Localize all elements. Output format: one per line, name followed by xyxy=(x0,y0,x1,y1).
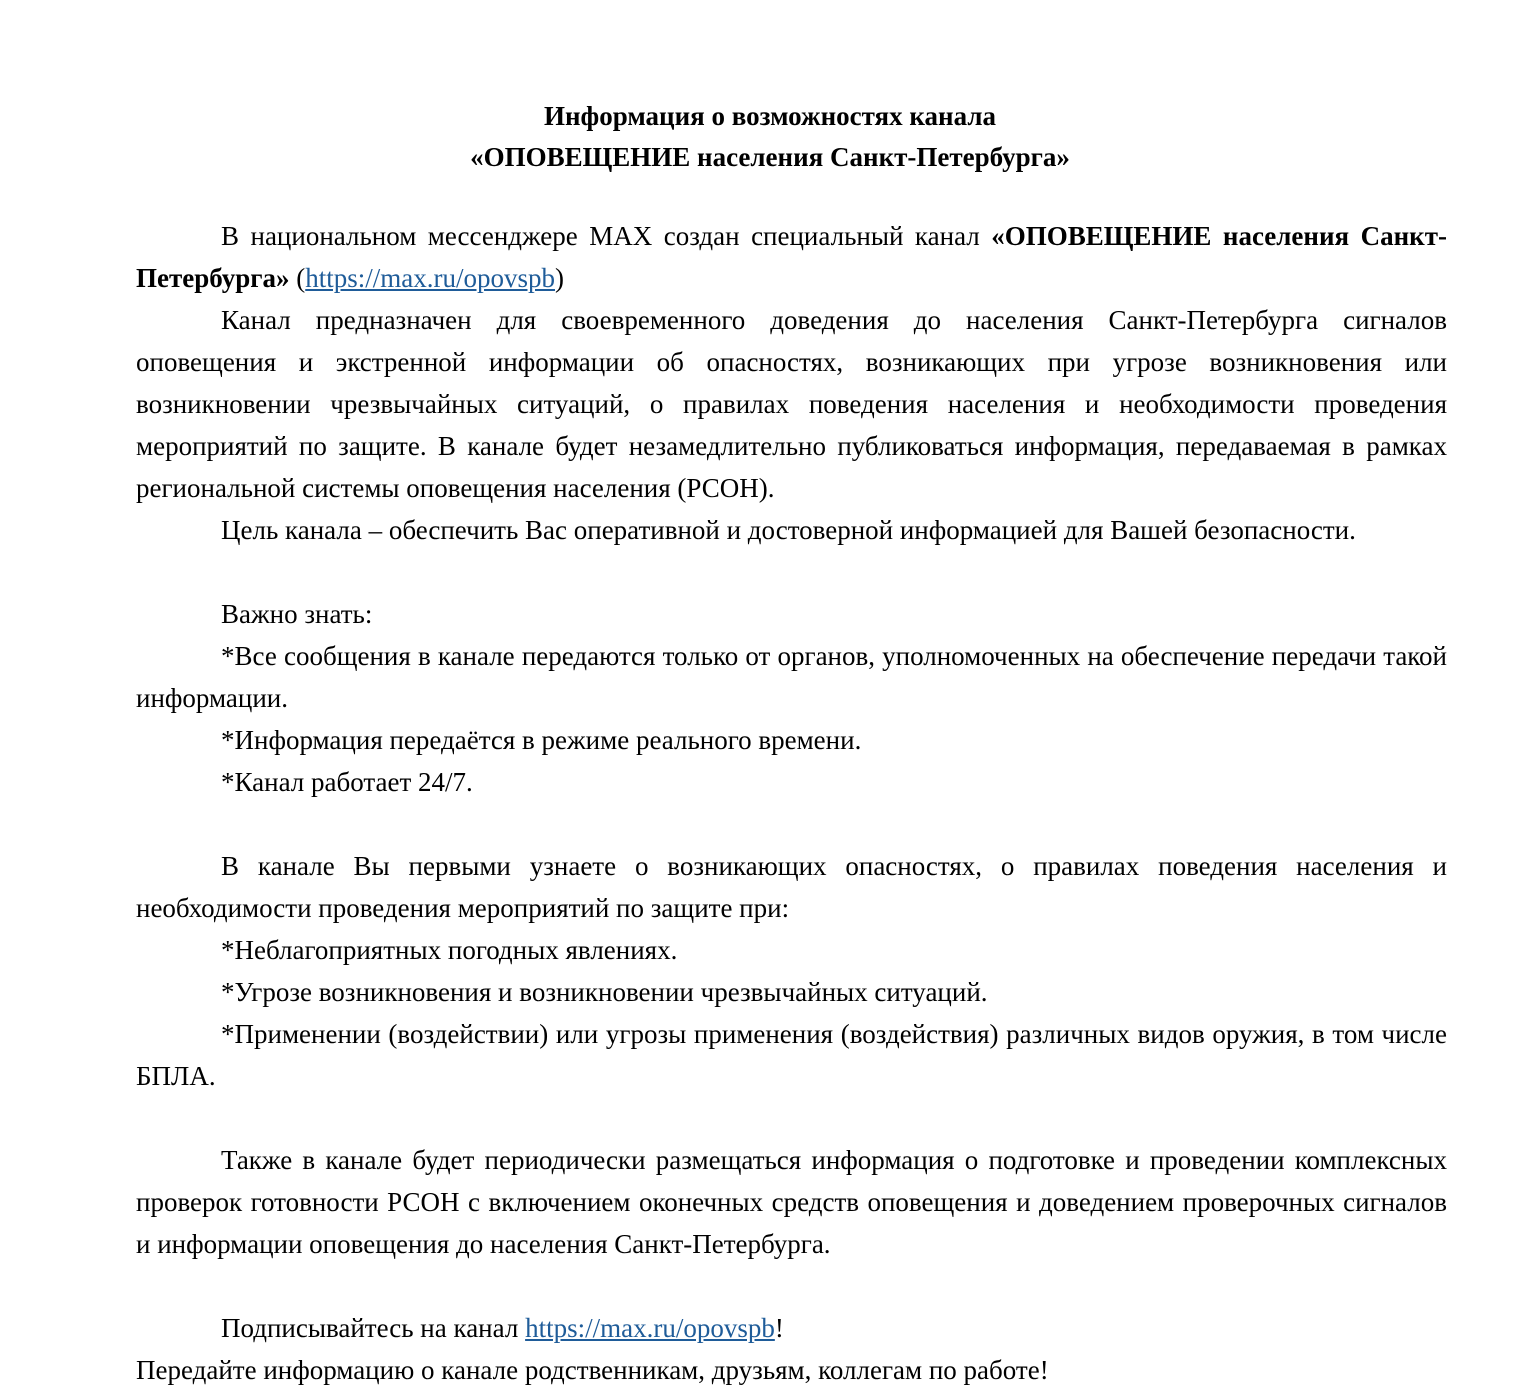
situation-item-3: *Применении (воздействии) или угрозы применения (воздействия) различных видов оружия, в том числе БПЛА. xyxy=(136,1019,1447,1091)
gap-before-important xyxy=(136,551,1447,593)
heading-important: Важно знать: xyxy=(221,599,373,629)
title-line-1: Информация о возможностях канала xyxy=(544,101,996,131)
paragraph-subscribe xyxy=(136,1307,1447,1349)
title-line-2: «ОПОВЕЩЕНИЕ населения Санкт-Петербурга» xyxy=(470,142,1070,172)
subscribe-text-before: Подписывайтесь на канал xyxy=(221,1313,526,1343)
gap-before-first-to-know xyxy=(136,803,1447,845)
channel-name-bold: «ОПОВЕЩЕНИЕ населения Санкт-Петербурга» xyxy=(136,221,1447,293)
paragraph-first-to-know: В канале Вы первыми узнаете о возникающих опасностях, о правилах поведения населения и необходимости проведения мероприятий по защите при: xyxy=(136,851,1447,923)
situation-item-2: *Угрозе возникновения и возникновении чрезвычайных ситуаций. xyxy=(221,977,988,1007)
title-spacer xyxy=(136,178,1447,215)
intro-close-paren: ) xyxy=(555,263,564,293)
paragraph-intro xyxy=(136,215,1447,299)
channel-link-secondary[interactable]: https://max.ru/opovspb xyxy=(525,1313,775,1343)
paragraph-purpose: Канал предназначен для своевременного доведения до населения Санкт-Петербурга сигналов оповещения и экстренной информации об опасностях, возникающих при угрозе возникновения или возникновении чрезвычайных ситуаций, о правилах поведения населения и необходимости проведения мероприятий по защите. В канале будет незамедлительно публиковаться информация, передаваемая в рамках региональной системы оповещения населения (РСОН). xyxy=(136,305,1447,503)
channel-link-primary[interactable]: https://max.ru/opovspb xyxy=(305,263,555,293)
subscribe-text-after: ! xyxy=(774,1313,784,1343)
important-item-3: *Канал работает 24/7. xyxy=(221,767,473,797)
paragraph-goal: Цель канала – обеспечить Вас оперативной и достоверной информацией для Вашей безопасности. xyxy=(221,515,1356,545)
important-item-2: *Информация передаётся в режиме реального времени. xyxy=(221,725,862,755)
gap-before-subscribe xyxy=(136,1265,1447,1307)
situation-item-1: *Неблагоприятных погодных явлениях. xyxy=(221,935,678,965)
important-item-1: *Все сообщения в канале передаются только от органов, уполномоченных на обеспечение передачи такой информации. xyxy=(136,641,1447,713)
intro-text-before: В национальном мессенджере MAX создан специальный канал xyxy=(221,221,992,251)
paragraph-share: Передайте информацию о канале родственникам, друзьям, коллегам по работе! xyxy=(136,1355,1049,1385)
page-title xyxy=(136,96,1447,178)
intro-open-paren: ( xyxy=(289,263,306,293)
paragraph-checks: Также в канале будет периодически размещаться информация о подготовке и проведении комплексных проверок готовности РСОН с включением оконечных средств оповещения и доведением проверочных сигналов и информации оповещения до населения Санкт-Петербурга. xyxy=(136,1145,1447,1259)
gap-before-checks xyxy=(136,1097,1447,1139)
